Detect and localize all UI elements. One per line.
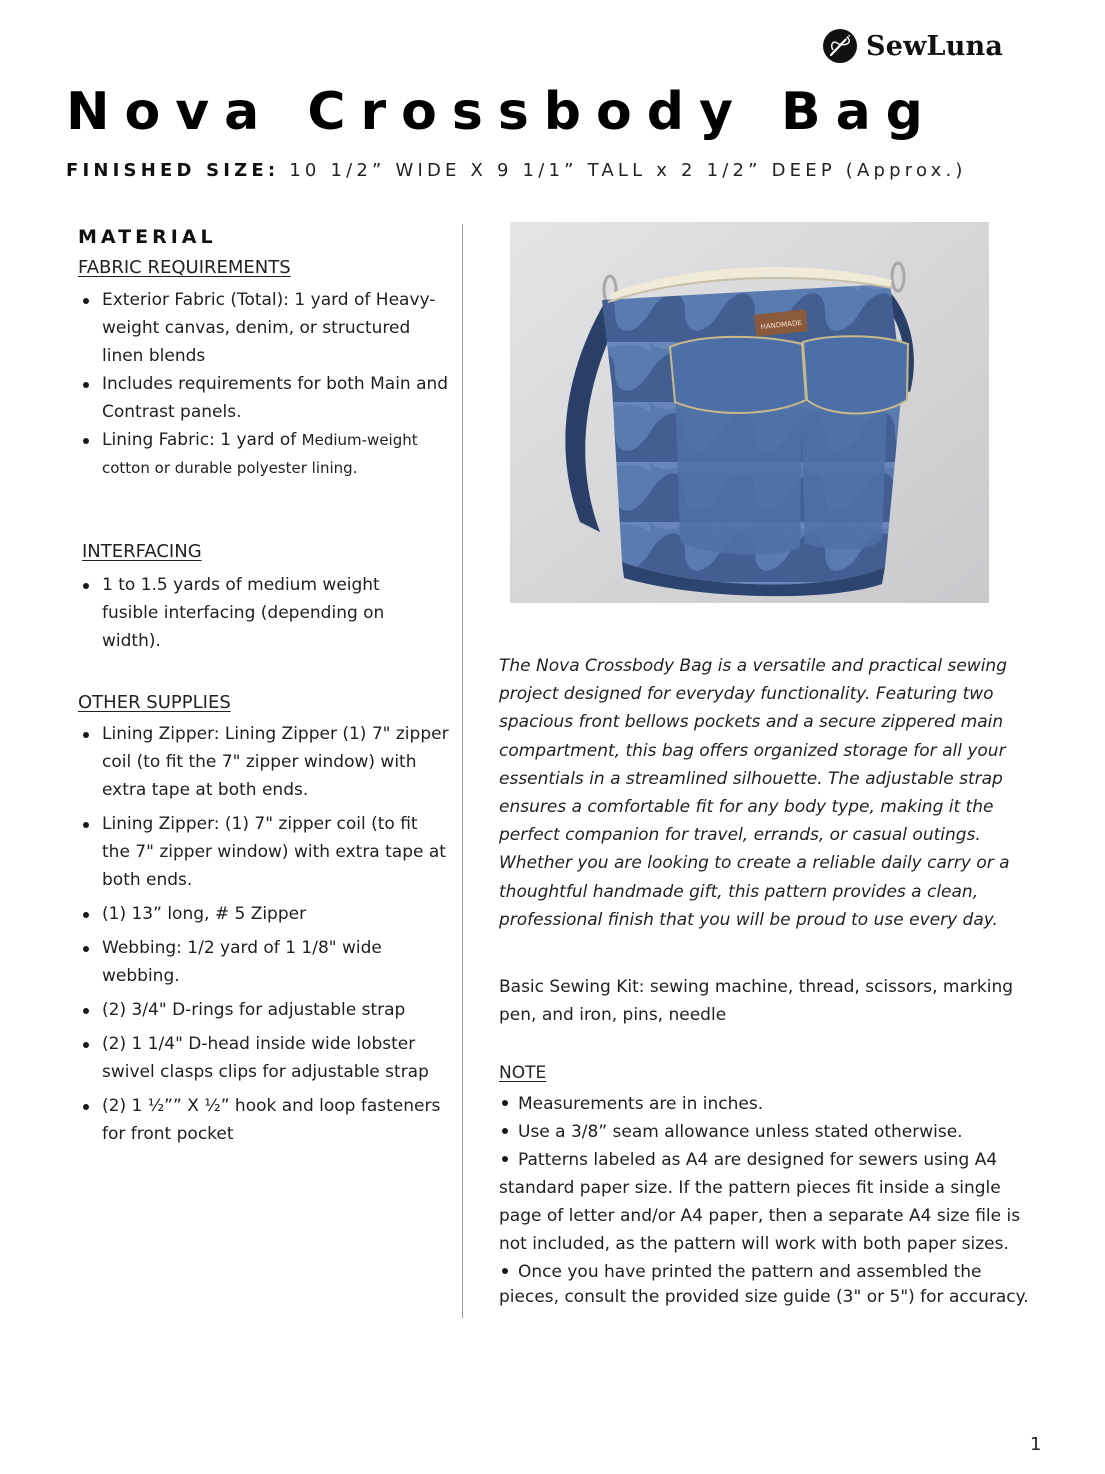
finished-size-label: FINISHED SIZE:	[66, 160, 280, 181]
lining-rest: Medium-weight cotton or durable polyester lining.	[102, 431, 418, 477]
list-item: (2) 1 ½”” X ½” hook and loop fasteners for front pocket	[78, 1092, 450, 1148]
list-item: Lining Zipper: (1) 7" zipper coil (to fit the 7" zipper window) with extra tape at both ends.	[78, 810, 450, 894]
finished-size-value: 10 1/2” WIDE X 9 1/1” TALL x 2 1/2” DEEP (Approx.)	[289, 160, 967, 181]
list-item	[499, 1260, 1039, 1309]
brand-name: SewLuna	[866, 30, 1004, 62]
lining-prefix: Lining Fabric: 1 yard of	[102, 430, 302, 450]
note-text: Patterns labeled as A4 are designed for sewers using A4 standard paper size. If the pattern pieces fit inside a single page of letter and/or A4 paper, then a separate A4 size file is not included, as the pattern will work with both paper sizes.	[499, 1150, 1021, 1254]
other-supplies-heading: OTHER SUPPLIES	[78, 692, 231, 713]
note-text: Use a 3/8” seam allowance unless stated otherwise.	[518, 1122, 963, 1142]
list-item	[499, 1146, 1039, 1258]
list-item: Exterior Fabric (Total): 1 yard of Heavy-weight canvas, denim, or structured linen blends	[78, 286, 450, 370]
list-item: (1) 13” long, # 5 Zipper	[78, 900, 450, 928]
page-number: 1	[1030, 1434, 1042, 1455]
bullet-icon	[502, 1128, 508, 1134]
note-text: Measurements are in inches.	[518, 1094, 764, 1114]
brand-logo	[822, 26, 1003, 66]
finished-size	[66, 160, 967, 181]
bullet-icon	[502, 1156, 508, 1162]
bullet-icon	[502, 1100, 508, 1106]
bullet-icon	[502, 1268, 508, 1274]
column-divider	[462, 224, 463, 1318]
fabric-requirements-heading: FABRIC REQUIREMENTS	[78, 257, 291, 278]
list-item: 1 to 1.5 yards of medium weight fusible interfacing (depending on width).	[78, 571, 418, 655]
page-title: Nova Crossbody Bag	[66, 82, 938, 142]
other-supplies-list	[78, 720, 450, 1154]
product-description: The Nova Crossbody Bag is a versatile and practical sewing project designed for everyday functionality. Featuring two spacious front bellows pockets and a secure zippered main compartment, this bag offers organized storage for all your essentials in a streamlined silhouette. The adjustable strap ensures a comfortable fit for any body type, making it the perfect companion for travel, errands, or casual outings. Whether you are looking to create a reliable daily carry or a thoughtful handmade gift, this pattern provides a clean, professional finish that you will be proud to use every day.	[499, 656, 1010, 930]
product-photo	[510, 222, 989, 603]
sewing-kit-text: Basic Sewing Kit: sewing machine, thread, scissors, marking pen, and iron, pins, needle	[499, 977, 1014, 1025]
list-item	[78, 426, 450, 482]
interfacing-heading: INTERFACING	[82, 541, 202, 562]
note-text: Once you have printed the pattern and assembled the pieces, consult the provided size guide (3" or 5") for accuracy.	[499, 1262, 1029, 1307]
fabric-requirements-list	[78, 286, 450, 482]
material-heading: MATERIAL	[78, 226, 217, 248]
list-item: Webbing: 1/2 yard of 1 1/8" wide webbing.	[78, 934, 450, 990]
list-item: (2) 1 1/4" D-head inside wide lobster swivel clasps clips for adjustable strap	[78, 1030, 450, 1086]
note-heading: NOTE	[499, 1063, 547, 1083]
needle-and-thread-icon	[822, 28, 858, 64]
list-item: Lining Zipper: Lining Zipper (1) 7" zipper coil (to fit the 7" zipper window) with extra tape at both ends.	[78, 720, 450, 804]
list-item: Includes requirements for both Main and Contrast panels.	[78, 370, 450, 426]
list-item	[499, 1090, 1039, 1118]
handmade-label-tag: HANDMADE	[760, 318, 803, 332]
interfacing-list	[78, 571, 418, 655]
note-list	[499, 1090, 1039, 1309]
list-item	[499, 1118, 1039, 1146]
list-item: (2) 3/4" D-rings for adjustable strap	[78, 996, 450, 1024]
